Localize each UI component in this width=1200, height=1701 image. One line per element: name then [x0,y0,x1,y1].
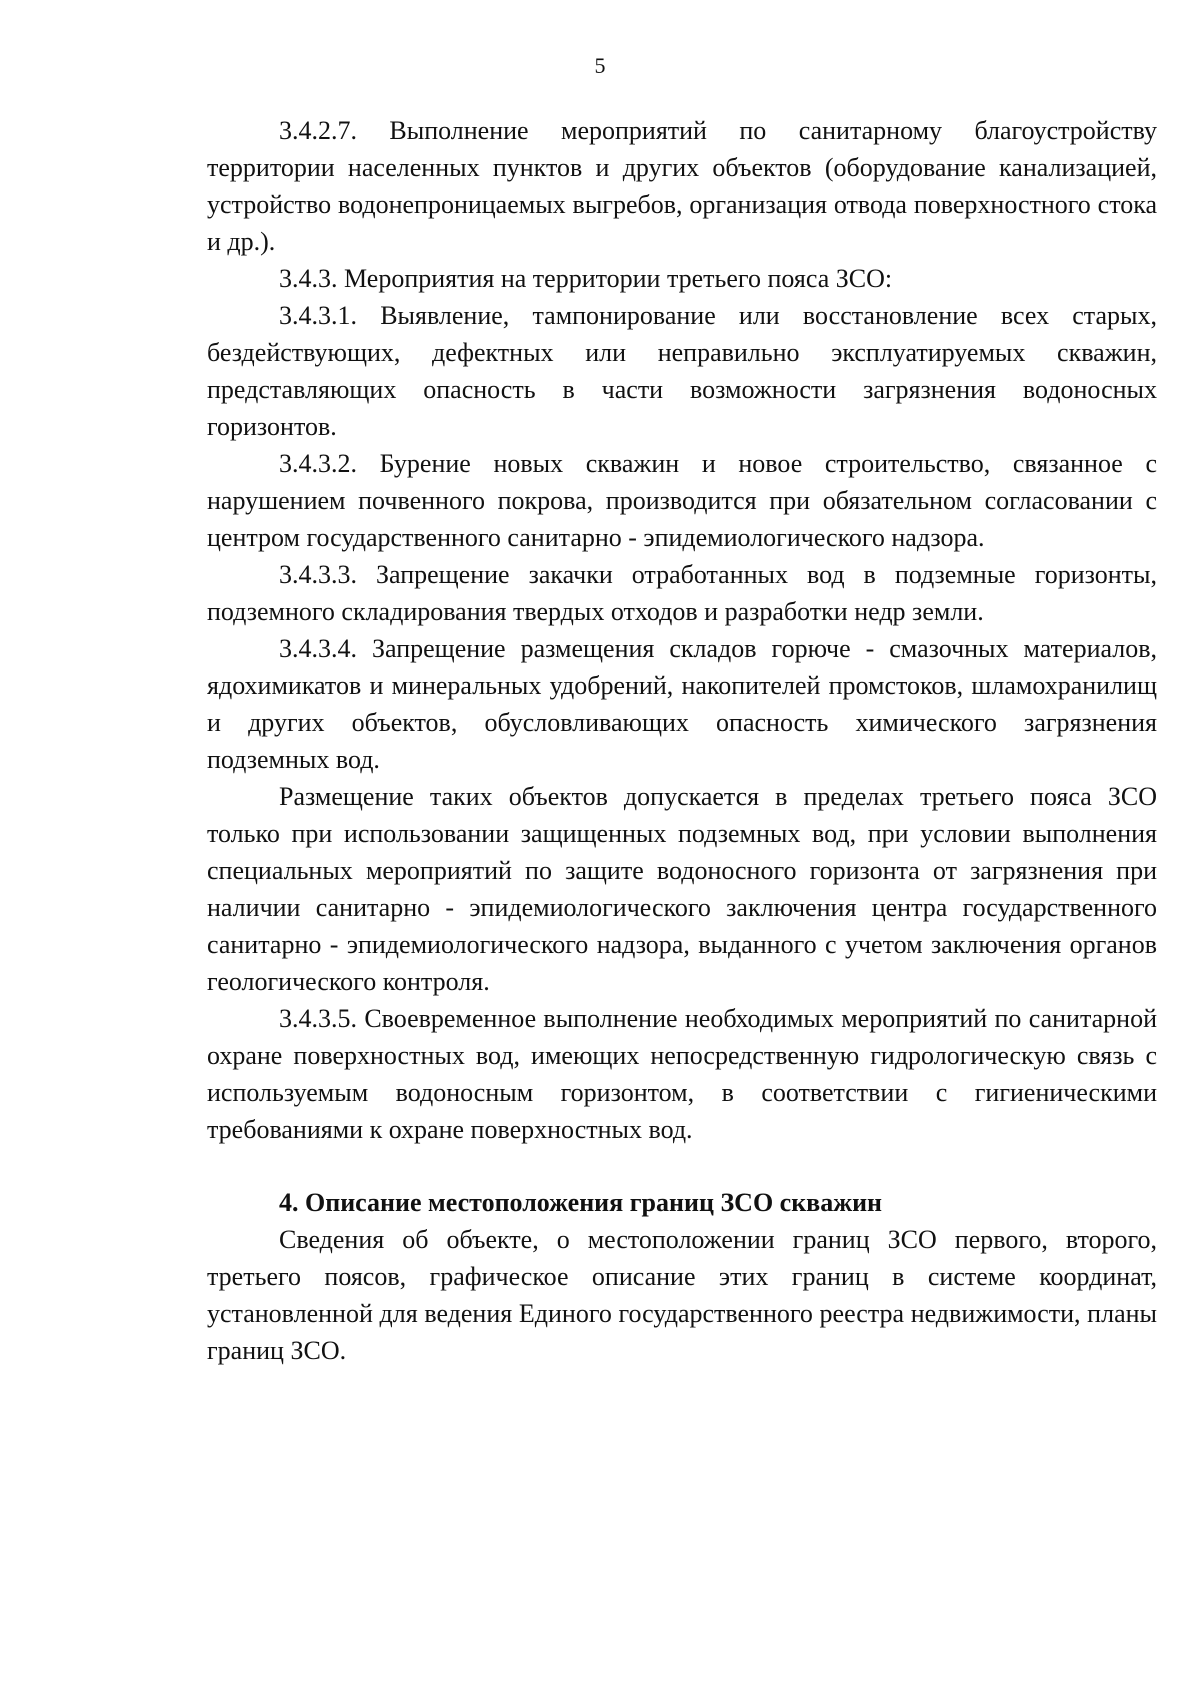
section-4-body: Сведения об объекте, о местоположении границ ЗСО первого, второго, третьего поясов, графическое описание этих границ в системе координат, установленной для ведения Единого государственного реестра недвижимости, планы границ ЗСО. [207,1225,1157,1365]
document-body [207,112,1157,1369]
paragraph-3-4-3-1: 3.4.3.1. Выявление, тампонирование или восстановление всех старых, бездействующих, дефектных или неправильно эксплуатируемых скважин, представляющих опасность в части возможности загрязнения водоносных горизонтов. [207,301,1157,441]
paragraph-3-4-3-2: 3.4.3.2. Бурение новых скважин и новое строительство, связанное с нарушением почвенного покрова, производится при обязательном согласовании с центром государственного санитарно - эпидемиологического надзора. [207,449,1157,552]
paragraph-3-4-3-3: 3.4.3.3. Запрещение закачки отработанных вод в подземные горизонты, подземного складирования твердых отходов и разработки недр земли. [207,560,1157,626]
paragraph-3-4-3-4: 3.4.3.4. Запрещение размещения складов горюче - смазочных материалов, ядохимикатов и минеральных удобрений, накопителей промстоков, шламохранилищ и других объектов, обусловливающих опасность химического загрязнения подземных вод. [207,634,1157,774]
paragraph-3-4-3: 3.4.3. Мероприятия на территории третьего пояса ЗСО: [279,264,893,293]
paragraph-3-4-2-7: 3.4.2.7. Выполнение мероприятий по санитарному благоустройству территории населенных пунктов и других объектов (оборудование канализацией, устройство водонепроницаемых выгребов, организация отвода поверхностного стока и др.). [207,116,1157,256]
paragraph-placement-note: Размещение таких объектов допускается в пределах третьего пояса ЗСО только при использовании защищенных подземных вод, при условии выполнения специальных мероприятий по защите водоносного горизонта от загрязнения при наличии санитарно - эпидемиологического заключения центра государственного санитарно - эпидемиологического надзора, выданного с учетом заключения органов геологического контроля. [207,782,1157,996]
section-4-title: 4. Описание местоположения границ ЗСО скважин [279,1188,883,1217]
paragraph-3-4-3-5: 3.4.3.5. Своевременное выполнение необходимых мероприятий по санитарной охране поверхностных вод, имеющих непосредственную гидрологическую связь с используемым водоносным горизонтом, в соответствии с гигиеническими требованиями к охране поверхностных вод. [207,1004,1157,1144]
page-number: 5 [594,53,606,78]
